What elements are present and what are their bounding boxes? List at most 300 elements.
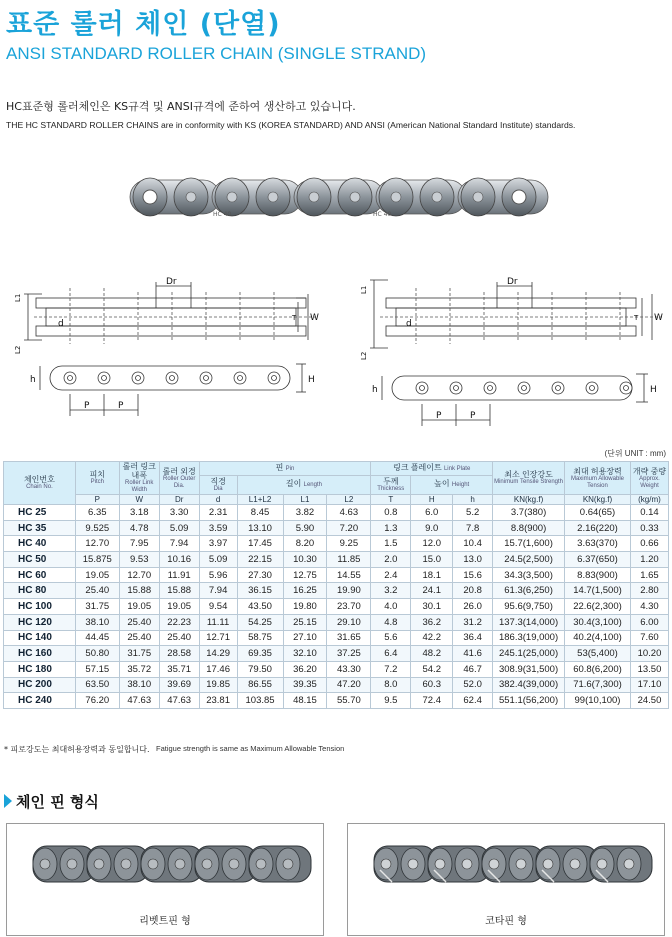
chain-pin [94, 859, 104, 869]
label-dr-2: Dr [507, 277, 518, 287]
table-cell: 19.90 [327, 583, 371, 599]
table-cell: 15.6 [453, 567, 493, 583]
th-symbol: L1 [283, 495, 327, 505]
chain-pin [227, 192, 237, 202]
table-cell: 36.20 [283, 661, 327, 677]
table-cell: 99(10,100) [565, 693, 631, 709]
table-cell: 2.0 [371, 552, 411, 568]
drawing-hole-pin [272, 376, 277, 381]
unit-note: (단위 UNIT : mm) [604, 449, 666, 458]
chain-pin [202, 859, 212, 869]
table-cell: 30.1 [411, 599, 453, 615]
footnote-en: Fatigue strength is same as Maximum Allowable Tension [156, 744, 345, 753]
table-cell: 9.525 [75, 520, 119, 536]
table-cell: 11.11 [199, 614, 237, 630]
chain-pin [597, 859, 607, 869]
table-cell: 42.2 [411, 630, 453, 646]
drawing-hole-pin [420, 386, 425, 391]
table-row [4, 661, 669, 677]
table-cell: 4.8 [371, 614, 411, 630]
table-cell: 40.2(4,100) [565, 630, 631, 646]
table-cell: 48.2 [411, 646, 453, 662]
th-symbol: W [119, 495, 159, 505]
table-cell: 6.4 [371, 646, 411, 662]
chain-pin [473, 192, 483, 202]
table-cell: 37.25 [327, 646, 371, 662]
riveted-pin-caption: 리벳트핀 형 [139, 916, 191, 927]
table-cell: 9.0 [411, 520, 453, 536]
table-cell: 9.25 [327, 536, 371, 552]
page-title-ko: 표준 롤러 체인 (단열) [6, 9, 281, 40]
table-row [4, 567, 669, 583]
chain-pin [67, 859, 77, 869]
table-cell: 17.46 [199, 661, 237, 677]
table-cell: 7.94 [199, 583, 237, 599]
chain-pin [570, 859, 580, 869]
chain-no-cell: HC 180 [4, 661, 76, 677]
th-symbol: d [199, 495, 237, 505]
th-pin-dia: 직경 Dia [199, 475, 237, 494]
drawing-hole-pin [590, 386, 595, 391]
riveted-pin-box [6, 823, 324, 936]
riveted-chain-drawing [6, 274, 322, 422]
table-cell: 79.50 [237, 661, 283, 677]
th-symbol: KN(kg.f) [493, 495, 565, 505]
table-row [4, 693, 669, 709]
table-cell: 2.31 [199, 505, 237, 521]
table-cell: 35.72 [119, 661, 159, 677]
label-p-2: P [118, 401, 124, 411]
table-cell: 0.14 [630, 505, 668, 521]
table-cell: 48.15 [283, 693, 327, 709]
footnote-ko: * 피로강도는 최대허용장력과 동일합니다. [4, 745, 150, 754]
chain-pin [186, 192, 196, 202]
table-cell: 60.3 [411, 677, 453, 693]
table-cell: 0.8 [371, 505, 411, 521]
page-title-en: ANSI STANDARD ROLLER CHAIN (SINGLE STRAND) [6, 44, 427, 63]
table-cell: 69.35 [237, 646, 283, 662]
table-cell: 3.7(380) [493, 505, 565, 521]
th-symbol: L2 [327, 495, 371, 505]
table-cell: 27.30 [237, 567, 283, 583]
table-cell: 1.65 [630, 567, 668, 583]
table-cell: 9.54 [199, 599, 237, 615]
label-dr: Dr [166, 277, 177, 287]
drawing-hole-pin [68, 376, 73, 381]
table-cell: 25.40 [119, 614, 159, 630]
table-cell: 2.4 [371, 567, 411, 583]
th-symbol: h [453, 495, 493, 505]
chain-pin [516, 859, 526, 869]
table-cell: 13.0 [453, 552, 493, 568]
table-cell: 7.20 [327, 520, 371, 536]
chain-pin [350, 192, 360, 202]
table-cell: 55.70 [327, 693, 371, 709]
table-row [4, 520, 669, 536]
chain-pin [229, 859, 239, 869]
table-cell: 22.23 [159, 614, 199, 630]
drawing-hole-pin [136, 376, 141, 381]
table-cell: 54.2 [411, 661, 453, 677]
chain-pin [256, 859, 266, 869]
intro-text-en: THE HC STANDARD ROLLER CHAINS are in conformity with KS (KOREA STANDARD) AND ANSI (American National Standard Institute) standards. [6, 120, 576, 130]
th-chain-no: 체인번호 Chain No. [4, 462, 76, 505]
table-cell: 28.58 [159, 646, 199, 662]
table-cell: 22.15 [237, 552, 283, 568]
th-allowable: 최대 허용장력 Maximum Allowable Tension [565, 462, 631, 495]
table-cell: 12.71 [199, 630, 237, 646]
table-cell: 8.45 [237, 505, 283, 521]
table-cell: 3.18 [119, 505, 159, 521]
chain-pin [283, 859, 293, 869]
riveted-pin-chain-image [7, 824, 323, 914]
table-cell: 38.10 [75, 614, 119, 630]
table-cell: 3.2 [371, 583, 411, 599]
table-cell: 47.20 [327, 677, 371, 693]
table-cell: 10.30 [283, 552, 327, 568]
chain-pin [40, 859, 50, 869]
table-row [4, 552, 669, 568]
table-cell: 31.65 [327, 630, 371, 646]
chain-no-cell: HC 50 [4, 552, 76, 568]
table-cell: 25.40 [75, 583, 119, 599]
table-cell: 52.0 [453, 677, 493, 693]
table-cell: 16.25 [283, 583, 327, 599]
roller-chain-photo [120, 162, 550, 242]
table-cell: 19.05 [119, 599, 159, 615]
table-cell: 62.4 [453, 693, 493, 709]
chain-end-hole [512, 190, 526, 204]
table-cell: 19.80 [283, 599, 327, 615]
table-cell: 60.8(6,200) [565, 661, 631, 677]
chain-pin [408, 859, 418, 869]
label-p-1: P [84, 401, 90, 411]
chain-pin [175, 859, 185, 869]
chain-no-cell: HC 60 [4, 567, 76, 583]
table-cell: 43.50 [237, 599, 283, 615]
table-cell: 10.20 [630, 646, 668, 662]
section-title: 체인 핀 형식 [16, 793, 99, 811]
table-cell: 4.0 [371, 599, 411, 615]
chain-no-cell: HC 40 [4, 536, 76, 552]
chain-pin [489, 859, 499, 869]
table-cell: 61.3(6,250) [493, 583, 565, 599]
table-cell: 103.85 [237, 693, 283, 709]
table-cell: 4.78 [119, 520, 159, 536]
table-cell: 17.10 [630, 677, 668, 693]
chain-no-cell: HC 120 [4, 614, 76, 630]
chain-pin [435, 859, 445, 869]
table-cell: 54.25 [237, 614, 283, 630]
table-cell: 35.71 [159, 661, 199, 677]
table-cell: 19.05 [159, 599, 199, 615]
table-cell: 1.3 [371, 520, 411, 536]
chain-no-cell: HC 200 [4, 677, 76, 693]
plate-marking-2: HC 40 [373, 211, 392, 218]
table-cell: 38.10 [119, 677, 159, 693]
table-row [4, 614, 669, 630]
table-cell: 3.97 [199, 536, 237, 552]
chain-pin [624, 859, 634, 869]
table-cell: 15.7(1,600) [493, 536, 565, 552]
table-cell: 1.20 [630, 552, 668, 568]
table-cell: 24.5(2,500) [493, 552, 565, 568]
table-cell: 71.6(7,300) [565, 677, 631, 693]
table-cell: 308.9(31,500) [493, 661, 565, 677]
table-cell: 11.91 [159, 567, 199, 583]
table-cell: 8.20 [283, 536, 327, 552]
table-cell: 5.96 [199, 567, 237, 583]
table-cell: 5.90 [283, 520, 327, 536]
th-symbol: (kg/m) [630, 495, 668, 505]
table-cell: 3.63(370) [565, 536, 631, 552]
table-cell: 15.88 [119, 583, 159, 599]
table-cell: 36.4 [453, 630, 493, 646]
th-symbol: L1+L2 [237, 495, 283, 505]
table-cell: 31.75 [119, 646, 159, 662]
table-row [4, 646, 669, 662]
table-cell: 0.66 [630, 536, 668, 552]
label-d-2: d [406, 319, 412, 329]
label-h: h [30, 375, 36, 385]
table-cell: 13.50 [630, 661, 668, 677]
drawing-hole-pin [204, 376, 209, 381]
table-cell: 9.53 [119, 552, 159, 568]
label-p-4: P [470, 411, 476, 421]
cotter-chain-drawing [352, 270, 668, 428]
table-cell: 53(5,400) [565, 646, 631, 662]
table-row [4, 630, 669, 646]
drawing-hole-pin [102, 376, 107, 381]
table-cell: 12.70 [119, 567, 159, 583]
th-thickness: 두께 Thickness [371, 475, 411, 494]
table-cell: 32.10 [283, 646, 327, 662]
drawing-hole-pin [454, 386, 459, 391]
table-row [4, 536, 669, 552]
drawing-hole-pin [488, 386, 493, 391]
table-cell: 29.10 [327, 614, 371, 630]
table-cell: 57.15 [75, 661, 119, 677]
table-cell: 5.2 [453, 505, 493, 521]
table-cell: 245.1(25,000) [493, 646, 565, 662]
chain-no-cell: HC 100 [4, 599, 76, 615]
table-cell: 23.70 [327, 599, 371, 615]
chain-no-cell: HC 140 [4, 630, 76, 646]
table-row [4, 583, 669, 599]
table-cell: 15.0 [411, 552, 453, 568]
table-cell: 3.82 [283, 505, 327, 521]
table-cell: 14.7(1,500) [565, 583, 631, 599]
table-cell: 3.59 [199, 520, 237, 536]
table-cell: 26.0 [453, 599, 493, 615]
table-cell: 7.2 [371, 661, 411, 677]
th-pin: 핀 Pin [199, 462, 371, 476]
label-t-2: T [634, 314, 639, 322]
table-cell: 24.1 [411, 583, 453, 599]
th-symbol: T [371, 495, 411, 505]
chain-pin [543, 859, 553, 869]
table-cell: 25.40 [159, 630, 199, 646]
table-cell: 8.0 [371, 677, 411, 693]
drawing-hole-pin [522, 386, 527, 391]
table-cell: 7.94 [159, 536, 199, 552]
chain-pin [268, 192, 278, 202]
label-h-2: h [372, 385, 378, 395]
table-cell: 31.75 [75, 599, 119, 615]
table-cell: 18.1 [411, 567, 453, 583]
table-cell: 12.0 [411, 536, 453, 552]
th-symbol: P [75, 495, 119, 505]
chain-no-cell: HC 80 [4, 583, 76, 599]
th-tensile: 최소 인장강도 Minimum Tensile Strength [493, 462, 565, 495]
drawing-hole-pin [238, 376, 243, 381]
table-cell: 23.81 [199, 693, 237, 709]
th-roller-dia: 롤러 외경 Roller Outer Dia. [159, 462, 199, 495]
intro-text-ko: HC표준형 롤러체인은 KS규격 및 ANSI규격에 준하여 생산하고 있습니다. [6, 100, 356, 113]
table-cell: 46.7 [453, 661, 493, 677]
table-cell: 86.55 [237, 677, 283, 693]
th-pin-length: 길이 Length [237, 475, 371, 494]
table-cell: 5.09 [159, 520, 199, 536]
table-row [4, 505, 669, 521]
chain-no-cell: HC 35 [4, 520, 76, 536]
table-cell: 44.45 [75, 630, 119, 646]
table-cell: 382.4(39,000) [493, 677, 565, 693]
label-l2: L2 [14, 345, 22, 354]
table-cell: 12.75 [283, 567, 327, 583]
table-cell: 7.95 [119, 536, 159, 552]
th-symbol: KN(kg.f) [565, 495, 631, 505]
table-cell: 72.4 [411, 693, 453, 709]
label-w-2: W [654, 313, 663, 323]
chain-no-cell: HC 160 [4, 646, 76, 662]
table-cell: 58.75 [237, 630, 283, 646]
chain-no-cell: HC 240 [4, 693, 76, 709]
cotter-pin-box [347, 823, 665, 936]
table-cell: 11.85 [327, 552, 371, 568]
chain-pin [432, 192, 442, 202]
drawing-hole-pin [556, 386, 561, 391]
table-cell: 137.3(14,000) [493, 614, 565, 630]
table-cell: 22.6(2,300) [565, 599, 631, 615]
table-cell: 14.29 [199, 646, 237, 662]
th-roller-width: 롤러 링크내폭 Roller Link Width [119, 462, 159, 495]
chain-pin [309, 192, 319, 202]
table-cell: 17.45 [237, 536, 283, 552]
th-pitch: 피치 Pitch [75, 462, 119, 495]
table-cell: 27.10 [283, 630, 327, 646]
table-cell: 7.8 [453, 520, 493, 536]
table-cell: 6.35 [75, 505, 119, 521]
table-cell: 0.33 [630, 520, 668, 536]
table-cell: 13.10 [237, 520, 283, 536]
table-cell: 30.4(3,100) [565, 614, 631, 630]
label-t: T [292, 314, 297, 322]
th-symbol: H [411, 495, 453, 505]
table-cell: 36.2 [411, 614, 453, 630]
table-cell: 39.35 [283, 677, 327, 693]
label-d: d [58, 319, 64, 329]
label-l2-2: L2 [360, 351, 368, 360]
table-cell: 10.4 [453, 536, 493, 552]
table-cell: 36.15 [237, 583, 283, 599]
th-height: 높이 Height [411, 475, 493, 494]
table-cell: 6.0 [411, 505, 453, 521]
table-row [4, 599, 669, 615]
table-cell: 15.875 [75, 552, 119, 568]
chain-pin [148, 859, 158, 869]
table-cell: 2.80 [630, 583, 668, 599]
label-h-cap-2: H [650, 385, 657, 395]
th-symbol: Dr [159, 495, 199, 505]
table-cell: 5.6 [371, 630, 411, 646]
table-cell: 4.63 [327, 505, 371, 521]
th-weight: 개략 중량 Approx. Weight [630, 462, 668, 495]
table-cell: 9.5 [371, 693, 411, 709]
table-cell: 20.8 [453, 583, 493, 599]
table-cell: 25.15 [283, 614, 327, 630]
table-row [4, 677, 669, 693]
table-cell: 34.3(3,500) [493, 567, 565, 583]
table-cell: 25.40 [119, 630, 159, 646]
table-cell: 63.50 [75, 677, 119, 693]
chain-pin [381, 859, 391, 869]
cotter-pin-caption: 코타핀 형 [485, 916, 527, 927]
table-cell: 31.2 [453, 614, 493, 630]
plate-marking-1: HC 40 [213, 211, 232, 218]
table-cell: 19.85 [199, 677, 237, 693]
cotter-pin-chain-image [348, 824, 664, 914]
table-cell: 15.88 [159, 583, 199, 599]
label-p-3: P [436, 411, 442, 421]
label-l1-2: L1 [360, 285, 368, 294]
table-cell: 50.80 [75, 646, 119, 662]
table-cell: 19.05 [75, 567, 119, 583]
table-cell: 1.5 [371, 536, 411, 552]
table-cell: 6.00 [630, 614, 668, 630]
table-cell: 551.1(56,200) [493, 693, 565, 709]
table-cell: 39.69 [159, 677, 199, 693]
table-cell: 5.09 [199, 552, 237, 568]
table-cell: 43.30 [327, 661, 371, 677]
table-cell: 8.8(900) [493, 520, 565, 536]
label-l1: L1 [14, 293, 22, 302]
table-cell: 12.70 [75, 536, 119, 552]
th-link-plate: 링크 플레이트 Link Plate [371, 462, 493, 476]
table-cell: 41.6 [453, 646, 493, 662]
table-cell: 14.55 [327, 567, 371, 583]
drawing-hole-pin [170, 376, 175, 381]
spec-table [3, 461, 669, 709]
chain-end-hole [143, 190, 157, 204]
table-cell: 4.30 [630, 599, 668, 615]
table-cell: 95.6(9,750) [493, 599, 565, 615]
table-cell: 47.63 [159, 693, 199, 709]
table-cell: 76.20 [75, 693, 119, 709]
drawing-hole-pin [624, 386, 629, 391]
chain-pin [462, 859, 472, 869]
table-cell: 7.60 [630, 630, 668, 646]
table-cell: 10.16 [159, 552, 199, 568]
table-cell: 6.37(650) [565, 552, 631, 568]
table-cell: 0.64(65) [565, 505, 631, 521]
label-h-cap: H [308, 375, 315, 385]
table-cell: 24.50 [630, 693, 668, 709]
chain-pin [121, 859, 131, 869]
section-arrow-icon [4, 794, 12, 808]
chain-pin [391, 192, 401, 202]
table-cell: 186.3(19,000) [493, 630, 565, 646]
